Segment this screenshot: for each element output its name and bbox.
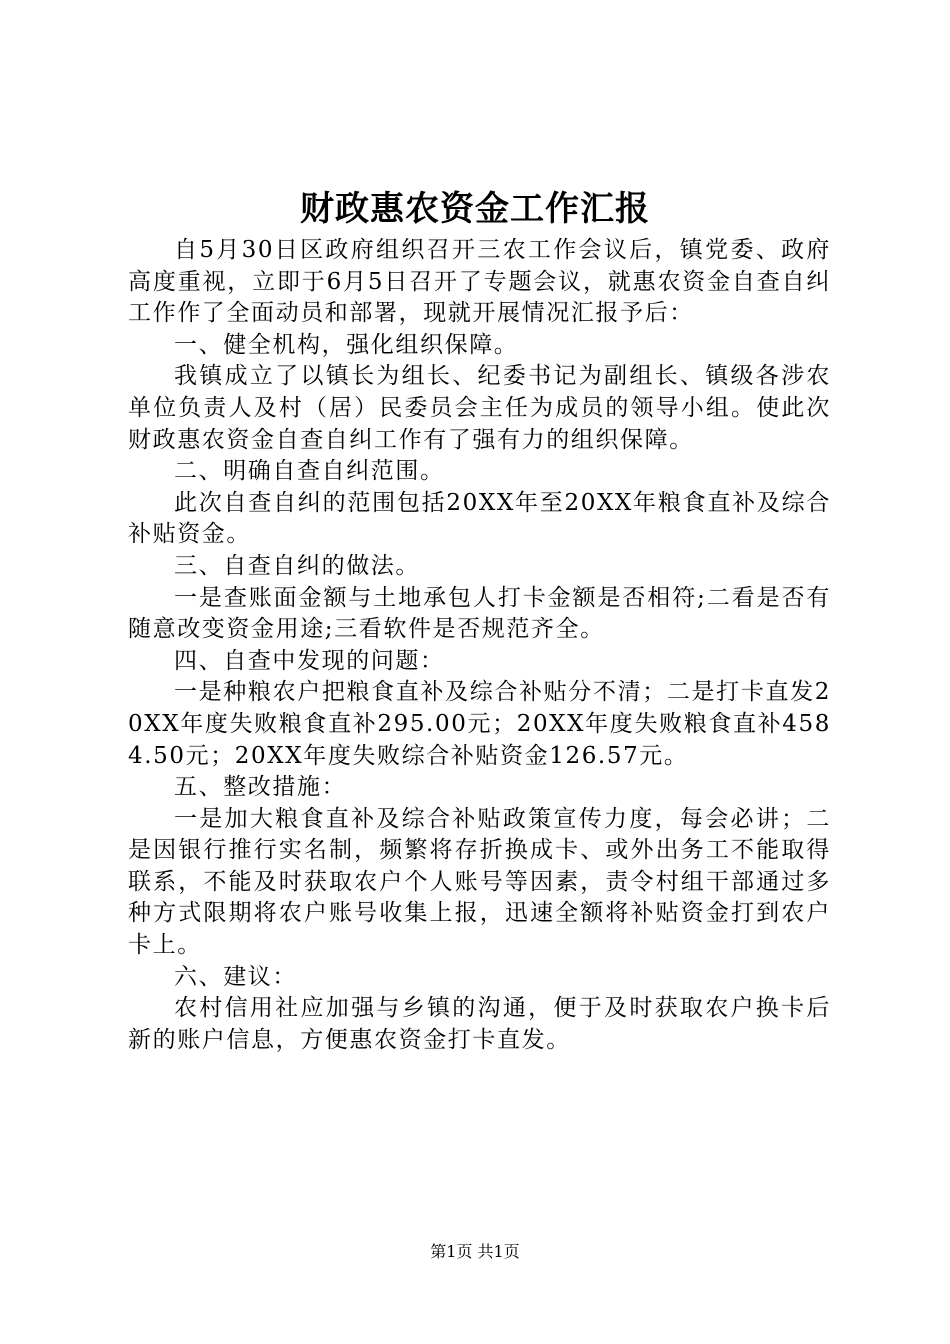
page-number-footer: 第1页 共1页 [430, 1242, 520, 1261]
document-title: 财政惠农资金工作汇报 [300, 189, 650, 229]
paragraph-3: 一是查账面金额与土地承包人打卡金额是否相符;二看是否有随意改变资金用途;三看软件是否规范齐全。 [128, 584, 831, 643]
section-heading-4: 四、自查中发现的问题： [174, 647, 445, 674]
paragraph-4: 一是种粮农户把粮食直补及综合补贴分不清；二是打卡直发20XX年度失败粮食直补295.00元；20XX年度失败粮食直补4584.50元；20XX年度失败综合补贴资金126.57元。 [128, 679, 831, 769]
document-body [128, 235, 831, 1056]
section-heading-5: 五、整改措施： [174, 774, 347, 801]
paragraph-6: 农村信用社应加强与乡镇的沟通，便于及时获取农户换卡后新的账户信息，方便惠农资金打卡直发。 [128, 995, 831, 1053]
paragraph-2: 此次自查自纠的范围包括20XX年至20XX年粮食直补及综合补贴资金。 [128, 489, 831, 548]
section-heading-6: 六、建议： [174, 963, 297, 990]
paragraph-1: 我镇成立了以镇长为组长、纪委书记为副组长、镇级各涉农单位负责人及村（居）民委员会主任为成员的领导小组。使此次财政惠农资金自查自纠工作有了强有力的组织保障。 [128, 363, 831, 453]
paragraph-intro: 自5月30日区政府组织召开三农工作会议后，镇党委、政府高度重视，立即于6月5日召开了专题会议，就惠农资金自查自纠工作作了全面动员和部署，现就开展情况汇报予后： [128, 237, 831, 327]
section-heading-3: 三、自查自纠的做法。 [174, 552, 420, 579]
section-heading-2: 二、明确自查自纠范围。 [174, 458, 445, 485]
paragraph-5: 一是加大粮食直补及综合补贴政策宣传力度，每会必讲；二是因银行推行实名制，频繁将存折换成卡、或外出务工不能取得联系，不能及时获取农户个人账号等因素，责令村组干部通过多种方式限期将农户账号收集上报，迅速全额将补贴资金打到农户卡上。 [128, 805, 831, 959]
section-heading-1: 一、健全机构，强化组织保障。 [174, 331, 519, 358]
